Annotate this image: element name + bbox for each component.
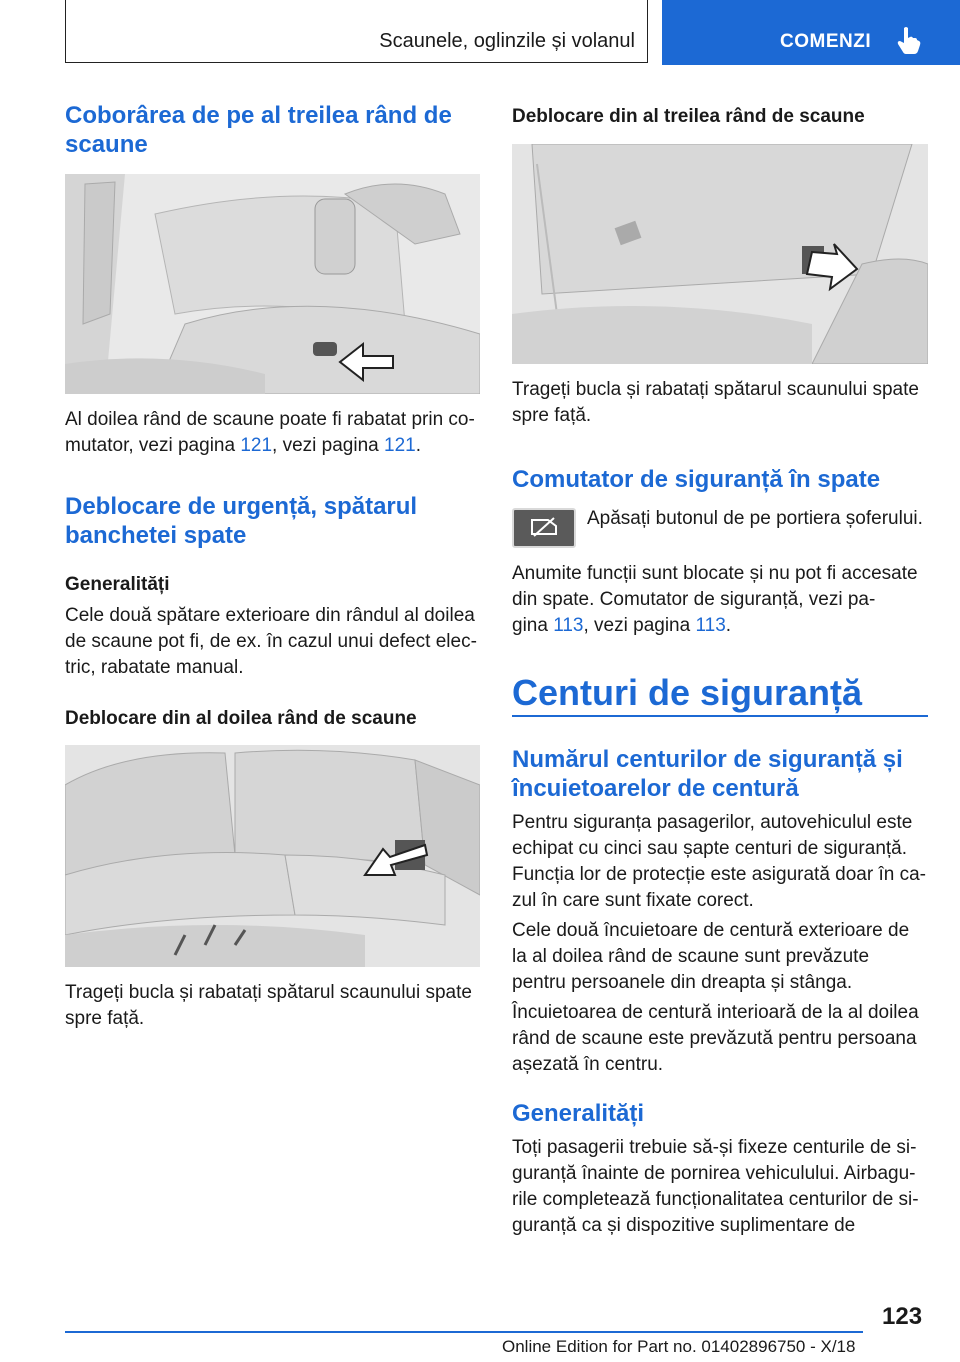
functions-text-c: . bbox=[725, 615, 732, 636]
heading-seat-belts: Centuri de siguranță bbox=[512, 672, 863, 713]
heading-emergency-release: Deblocare de urgență, spătarul banchetei spate bbox=[65, 493, 418, 549]
figure-third-row-strap bbox=[512, 144, 928, 364]
inner-buckle-paragraph: Încuietoarea de centură interioară de la al doilea rând de scaune este prevăzută pentru persoana așezată în centru. bbox=[512, 1002, 919, 1075]
second-row-text-line1: Al doilea rând de scaune poate fi rabatat prin co- bbox=[65, 409, 475, 430]
heading-unlock-third-row: Deblocare din al treilea rând de scaune bbox=[512, 106, 865, 127]
heading-general-right: Generalități bbox=[512, 1100, 645, 1127]
page-link-113-b[interactable]: 113 bbox=[695, 615, 726, 636]
number-paragraph: Pentru siguranța pasagerilor, autovehiculul este echipat cu cinci sau șapte centuri de siguranță. Funcția lor de protecție este asigurată doar în ca-zul în care sunt fixate corect. bbox=[512, 812, 927, 911]
functions-paragraph bbox=[512, 561, 928, 639]
hand-pointer-icon bbox=[895, 26, 921, 54]
second-row-text-a: mutator, vezi pagina bbox=[65, 435, 241, 456]
functions-text-line1: Anumite funcții sunt blocate și nu pot fi accesate din spate. Comutator de siguranță, vezi pa- bbox=[512, 563, 918, 610]
heading-third-row-exit: Coborârea de pe al treilea rând de scaune bbox=[65, 102, 452, 158]
heading-safety-switch: Comutator de siguranță în spate bbox=[512, 466, 881, 493]
header-chapter-box bbox=[65, 0, 648, 63]
second-row-text-b: , vezi pagina bbox=[272, 435, 384, 456]
general-paragraph-right: Toți pasagerii trebuie să-și fixeze centurile de si-guranță înainte de pornirea vehiculului. Airbagu-rile completează funcționalitatea centurilor de si-guranță ca și dispozitive suplimentare de bbox=[512, 1137, 919, 1236]
section-rule bbox=[512, 715, 928, 717]
page-link-113-a[interactable]: 113 bbox=[553, 615, 584, 636]
child-lock-button-icon bbox=[512, 508, 576, 548]
press-button-paragraph: Apăsați butonul de pe portiera șoferului. bbox=[587, 508, 923, 529]
header-section-tab bbox=[662, 0, 960, 65]
figure-second-row-strap bbox=[65, 745, 480, 967]
footer-rule bbox=[65, 1331, 863, 1333]
outer-buckles-paragraph: Cele două încuietoare de centură exterioare de la al doilea rând de scaune sunt prevăzute pentru persoanele din dreapta și stânga. bbox=[512, 920, 910, 993]
page-link-121-a[interactable]: 121 bbox=[240, 435, 273, 456]
window-lock-icon bbox=[514, 510, 574, 546]
heading-unlock-second-row: Deblocare din al doilea rând de scaune bbox=[65, 708, 417, 729]
pull-strap-paragraph-left: Trageți bucla și rabatați spătarul scaunului spate spre față. bbox=[65, 982, 472, 1029]
figure-second-row-seat-switch bbox=[65, 174, 480, 394]
edition-text: Online Edition for Part no. 01402896750 - X/18 bbox=[502, 1337, 856, 1356]
section-label: COMENZI bbox=[780, 31, 872, 52]
general-paragraph-left: Cele două spătare exterioare din rândul al doilea de scaune pot fi, de ex. în cazul unui defect elec-tric, rabatate manual. bbox=[65, 605, 477, 678]
page-link-121-b[interactable]: 121 bbox=[384, 435, 416, 456]
pull-strap-paragraph-right: Trageți bucla și rabatați spătarul scaunului spate spre față. bbox=[512, 379, 919, 426]
second-row-text-c: . bbox=[415, 435, 421, 456]
functions-text-b: , vezi pagina bbox=[583, 615, 696, 636]
page-number: 123 bbox=[882, 1303, 923, 1330]
chapter-title: Scaunele, oglinzile și volanul bbox=[379, 30, 635, 52]
heading-general-left: Generalități bbox=[65, 574, 170, 595]
heading-number-of-belts: Numărul centurilor de siguranță și încuietoarelor de centură bbox=[512, 746, 903, 802]
functions-text-a: gina bbox=[512, 615, 554, 636]
second-row-paragraph bbox=[65, 407, 480, 459]
